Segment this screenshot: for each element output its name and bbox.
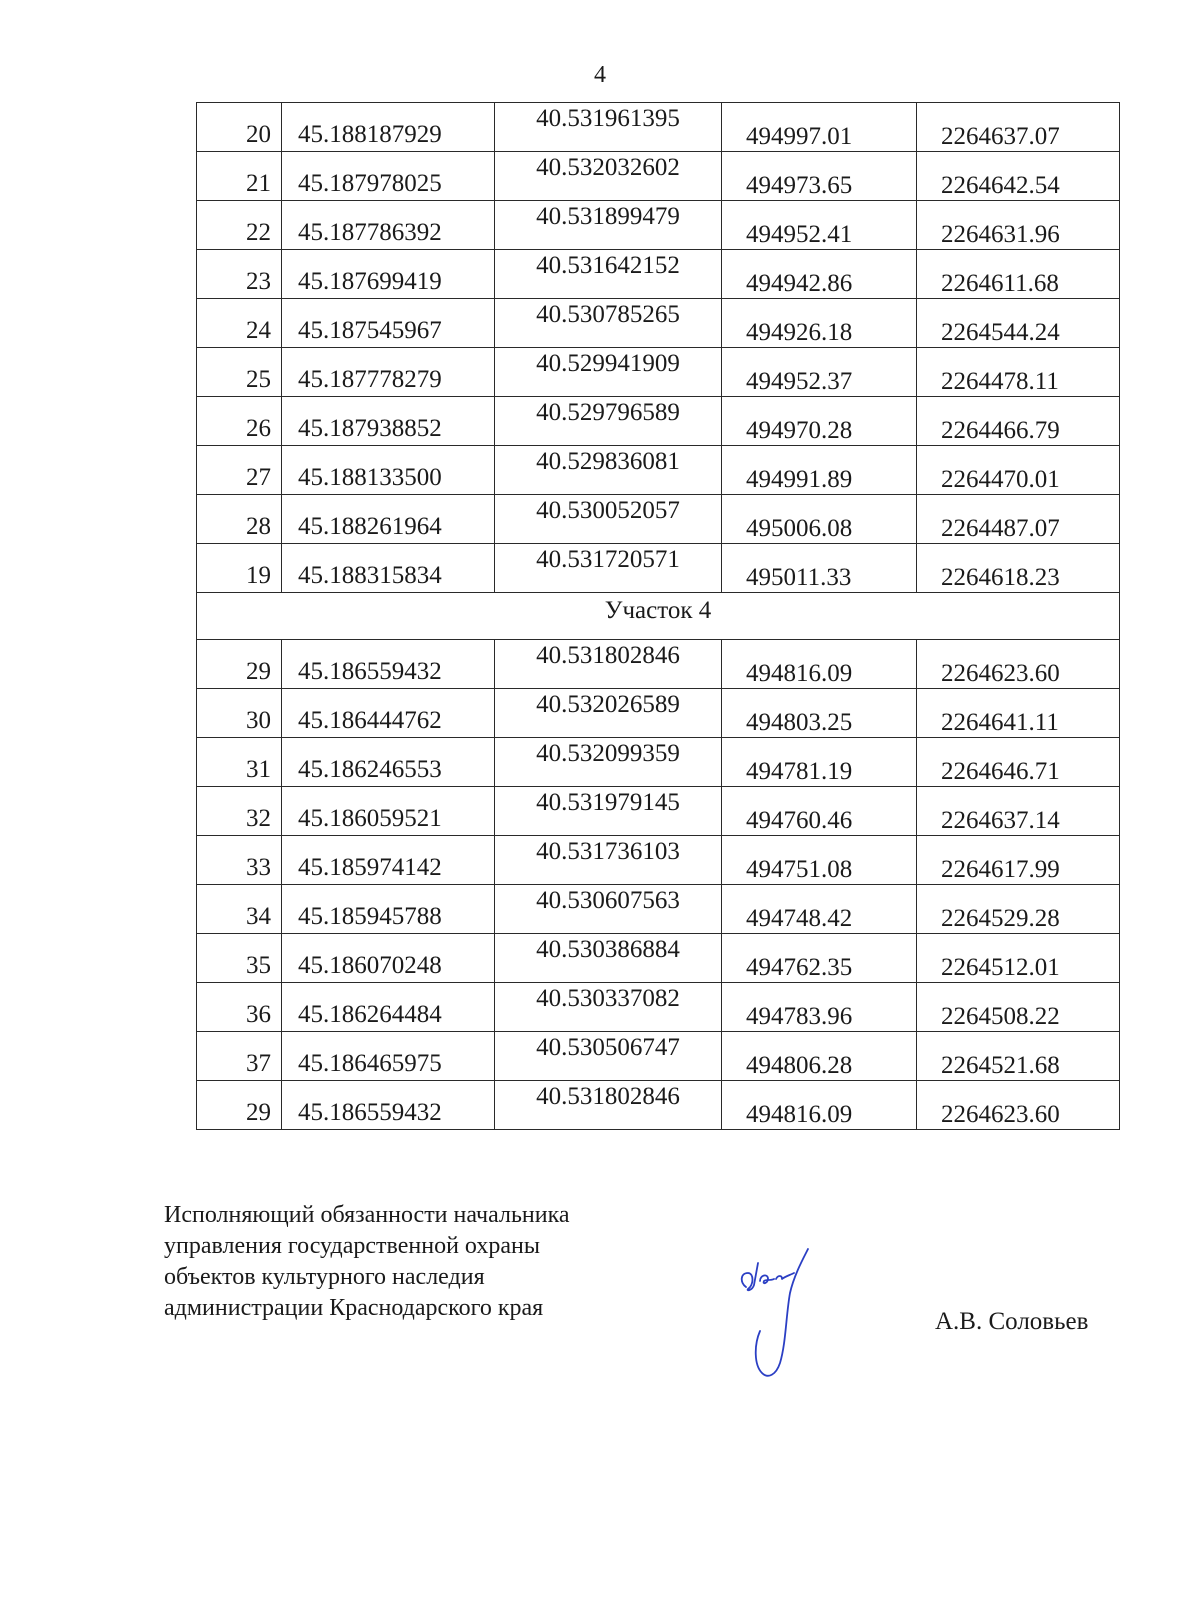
latitude-cell: 45.187545967 <box>282 299 495 348</box>
table-row <box>197 544 1120 593</box>
y-coordinate-cell: 2264637.07 <box>917 103 1120 152</box>
section-title: Участок 4 <box>197 593 1120 640</box>
longitude-cell: 40.532099359 <box>495 738 722 787</box>
latitude-cell: 45.187978025 <box>282 152 495 201</box>
position-line: управления государственной охраны <box>164 1233 540 1259</box>
y-coordinate-cell: 2264470.01 <box>917 446 1120 495</box>
table-row <box>197 103 1120 152</box>
coordinates-table <box>196 102 1120 1130</box>
position-line: Исполняющий обязанности начальника <box>164 1202 570 1228</box>
x-coordinate-cell: 494970.28 <box>722 397 917 446</box>
table-body-before <box>197 103 1120 593</box>
longitude-cell: 40.530386884 <box>495 934 722 983</box>
x-coordinate-cell: 494942.86 <box>722 250 917 299</box>
page-number: 4 <box>594 62 606 88</box>
y-coordinate-cell: 2264641.11 <box>917 689 1120 738</box>
y-coordinate-cell: 2264478.11 <box>917 348 1120 397</box>
point-number-cell: 37 <box>197 1032 282 1081</box>
x-coordinate-cell: 494816.09 <box>722 640 917 689</box>
table-row <box>197 983 1120 1032</box>
table-row <box>197 201 1120 250</box>
table-row <box>197 1032 1120 1081</box>
x-coordinate-cell: 494806.28 <box>722 1032 917 1081</box>
table-row <box>197 495 1120 544</box>
point-number-cell: 29 <box>197 1081 282 1130</box>
longitude-cell: 40.531736103 <box>495 836 722 885</box>
point-number-cell: 29 <box>197 640 282 689</box>
longitude-cell: 40.529941909 <box>495 348 722 397</box>
longitude-cell: 40.531961395 <box>495 103 722 152</box>
table-row <box>197 152 1120 201</box>
x-coordinate-cell: 494783.96 <box>722 983 917 1032</box>
y-coordinate-cell: 2264618.23 <box>917 544 1120 593</box>
x-coordinate-cell: 494762.35 <box>722 934 917 983</box>
table-row <box>197 934 1120 983</box>
handwritten-signature <box>738 1245 838 1385</box>
x-coordinate-cell: 494781.19 <box>722 738 917 787</box>
latitude-cell: 45.186559432 <box>282 1081 495 1130</box>
longitude-cell: 40.530607563 <box>495 885 722 934</box>
point-number-cell: 21 <box>197 152 282 201</box>
latitude-cell: 45.186246553 <box>282 738 495 787</box>
point-number-cell: 19 <box>197 544 282 593</box>
latitude-cell: 45.187938852 <box>282 397 495 446</box>
x-coordinate-cell: 494926.18 <box>722 299 917 348</box>
y-coordinate-cell: 2264466.79 <box>917 397 1120 446</box>
table-row <box>197 250 1120 299</box>
x-coordinate-cell: 494751.08 <box>722 836 917 885</box>
latitude-cell: 45.186465975 <box>282 1032 495 1081</box>
signatory-position <box>164 1200 570 1324</box>
table-row <box>197 885 1120 934</box>
latitude-cell: 45.186059521 <box>282 787 495 836</box>
y-coordinate-cell: 2264623.60 <box>917 640 1120 689</box>
longitude-cell: 40.530785265 <box>495 299 722 348</box>
longitude-cell: 40.531720571 <box>495 544 722 593</box>
section-header-row <box>197 593 1120 640</box>
table-row <box>197 1081 1120 1130</box>
y-coordinate-cell: 2264617.99 <box>917 836 1120 885</box>
x-coordinate-cell: 494997.01 <box>722 103 917 152</box>
table-row <box>197 299 1120 348</box>
point-number-cell: 25 <box>197 348 282 397</box>
latitude-cell: 45.187778279 <box>282 348 495 397</box>
y-coordinate-cell: 2264512.01 <box>917 934 1120 983</box>
point-number-cell: 32 <box>197 787 282 836</box>
position-line: администрации Краснодарского края <box>164 1295 544 1321</box>
y-coordinate-cell: 2264487.07 <box>917 495 1120 544</box>
longitude-cell: 40.532032602 <box>495 152 722 201</box>
y-coordinate-cell: 2264623.60 <box>917 1081 1120 1130</box>
longitude-cell: 40.531802846 <box>495 640 722 689</box>
y-coordinate-cell: 2264637.14 <box>917 787 1120 836</box>
longitude-cell: 40.530337082 <box>495 983 722 1032</box>
y-coordinate-cell: 2264642.54 <box>917 152 1120 201</box>
point-number-cell: 23 <box>197 250 282 299</box>
point-number-cell: 20 <box>197 103 282 152</box>
y-coordinate-cell: 2264631.96 <box>917 201 1120 250</box>
longitude-cell: 40.531802846 <box>495 1081 722 1130</box>
point-number-cell: 22 <box>197 201 282 250</box>
table-row <box>197 640 1120 689</box>
latitude-cell: 45.185945788 <box>282 885 495 934</box>
signer-name: А.В. Соловьев <box>935 1308 1089 1335</box>
longitude-cell: 40.529796589 <box>495 397 722 446</box>
latitude-cell: 45.186444762 <box>282 689 495 738</box>
latitude-cell: 45.185974142 <box>282 836 495 885</box>
x-coordinate-cell: 494973.65 <box>722 152 917 201</box>
table-row <box>197 738 1120 787</box>
point-number-cell: 31 <box>197 738 282 787</box>
latitude-cell: 45.186559432 <box>282 640 495 689</box>
longitude-cell: 40.530506747 <box>495 1032 722 1081</box>
longitude-cell: 40.532026589 <box>495 689 722 738</box>
point-number-cell: 30 <box>197 689 282 738</box>
latitude-cell: 45.188315834 <box>282 544 495 593</box>
longitude-cell: 40.531642152 <box>495 250 722 299</box>
latitude-cell: 45.186264484 <box>282 983 495 1032</box>
y-coordinate-cell: 2264646.71 <box>917 738 1120 787</box>
section-header-body <box>197 593 1120 640</box>
x-coordinate-cell: 494952.41 <box>722 201 917 250</box>
x-coordinate-cell: 494991.89 <box>722 446 917 495</box>
x-coordinate-cell: 495006.08 <box>722 495 917 544</box>
table-row <box>197 446 1120 495</box>
table-row <box>197 348 1120 397</box>
table-row <box>197 397 1120 446</box>
x-coordinate-cell: 495011.33 <box>722 544 917 593</box>
point-number-cell: 35 <box>197 934 282 983</box>
x-coordinate-cell: 494748.42 <box>722 885 917 934</box>
x-coordinate-cell: 494952.37 <box>722 348 917 397</box>
table-body-after <box>197 640 1120 1130</box>
point-number-cell: 24 <box>197 299 282 348</box>
latitude-cell: 45.186070248 <box>282 934 495 983</box>
point-number-cell: 34 <box>197 885 282 934</box>
latitude-cell: 45.188261964 <box>282 495 495 544</box>
y-coordinate-cell: 2264508.22 <box>917 983 1120 1032</box>
x-coordinate-cell: 494760.46 <box>722 787 917 836</box>
point-number-cell: 27 <box>197 446 282 495</box>
table-row <box>197 836 1120 885</box>
longitude-cell: 40.531899479 <box>495 201 722 250</box>
table-row <box>197 689 1120 738</box>
y-coordinate-cell: 2264529.28 <box>917 885 1120 934</box>
x-coordinate-cell: 494816.09 <box>722 1081 917 1130</box>
latitude-cell: 45.187786392 <box>282 201 495 250</box>
y-coordinate-cell: 2264544.24 <box>917 299 1120 348</box>
position-line: объектов культурного наследия <box>164 1264 485 1290</box>
point-number-cell: 26 <box>197 397 282 446</box>
point-number-cell: 28 <box>197 495 282 544</box>
longitude-cell: 40.530052057 <box>495 495 722 544</box>
latitude-cell: 45.188133500 <box>282 446 495 495</box>
longitude-cell: 40.529836081 <box>495 446 722 495</box>
latitude-cell: 45.187699419 <box>282 250 495 299</box>
latitude-cell: 45.188187929 <box>282 103 495 152</box>
point-number-cell: 36 <box>197 983 282 1032</box>
point-number-cell: 33 <box>197 836 282 885</box>
y-coordinate-cell: 2264611.68 <box>917 250 1120 299</box>
x-coordinate-cell: 494803.25 <box>722 689 917 738</box>
y-coordinate-cell: 2264521.68 <box>917 1032 1120 1081</box>
longitude-cell: 40.531979145 <box>495 787 722 836</box>
table-row <box>197 787 1120 836</box>
